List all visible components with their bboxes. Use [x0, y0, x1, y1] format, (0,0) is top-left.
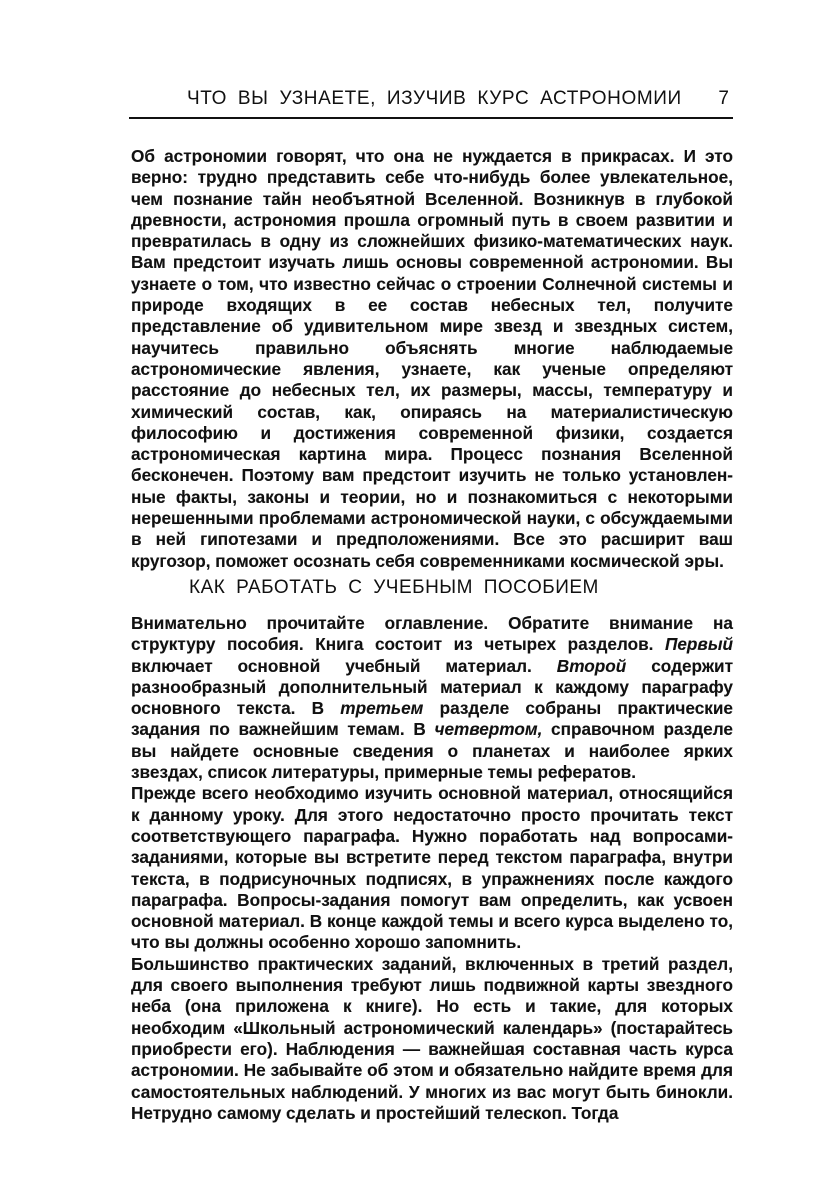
page-number: 7 — [718, 88, 729, 109]
running-title: ЧТО ВЫ УЗНАЕТЕ, ИЗУЧИВ КУРС АСТРОНОМИИ — [187, 88, 682, 109]
paragraph-structure — [131, 613, 733, 783]
paragraph-study: Прежде всего необходимо изучить основной материал, относящийся к данному уроку. Для этого недостаточно просто прочитать текст соответствующего параграфа. Нужно поработать над вопросами-заданиями, которые вы встретите перед текстом параграфа, внутри текста, в подрисуночных подписях, в упражнениях после каждого параграфа. Вопросы-задания помогут вам определить, как усвоен основной материал. В конце каждой темы и всего курса выделено то, что вы должны особенно хорошо запомнить. — [131, 783, 733, 953]
p1-text-b: включает основной учебный материал. — [131, 655, 557, 676]
paragraph-practice: Большинство практических заданий, включенных в третий раздел, для своего выполнения требуют лишь подвижной карты звездного неба (она приложена к книге). Но есть и такие, для которых необходим «Школьный астрономический календарь» (постарайтесь приобрести его). Наблюдения — важнейшая составная часть курса астрономии. Не забывайте об этом и обязательно найдите время для самостоятельных наблюдений. У многих из вас могут быть бинокли. Нетрудно самому сделать и простейший телескоп. Тогда — [131, 953, 733, 1123]
term-fourth: четвертом, — [434, 719, 543, 740]
p1-text-a: Внимательно прочитайте оглавление. Обратите внимание на структуру пособия. Книга состоит из четырех разделов. — [131, 613, 733, 655]
p1-text-d: разделе собраны практические задания по важнейшим темам. В — [131, 698, 733, 740]
term-first: Первый — [665, 634, 733, 655]
section-heading: КАК РАБОТАТЬ С УЧЕБНЫМ ПОСОБИЕМ — [189, 577, 599, 598]
running-header — [129, 86, 733, 116]
p1-text-e: справочном разделе вы найдете основные сведения о планетах и наиболее ярких звездах, список литературы, примерные темы рефератов. — [131, 719, 733, 783]
term-second: Второй — [556, 655, 627, 676]
p1-text-c: содержит разнообразный дополнительный материал к каждому параграфу основного текста. В — [131, 655, 733, 719]
intro-paragraph: Об астрономии говорят, что она не нуждается в прикрасах. И это верно: трудно представить себе что-нибудь более увлекательное, чем познание тайн необъятной Вселенной. Возникнув в глубокой древности, астрономия прошла огромный путь в своем развитии и превратилась в одну из сложнейших физико-математических наук. Вам предстоит изучать лишь основы современной астрономии. Вы узнаете о том, что известно сейчас о строении Солнечной системы и природе входящих в ее состав небесных тел, получите представление об удивительном мире звезд и звездных систем, научитесь правильно объяснять многие наблюдаемые астрономические явления, узнаете, как ученые определяют расстояние до небесных тел, их размеры, массы, температуру и химический состав, как, опираясь на материалистическую философию и достижения современной физики, создается астрономическая картина мира. Процесс познания Вселенной бесконечен. Поэтому вам предстоит изучить не только установленные факты, законы и теории, но и познакомиться с некоторыми нерешенными проблемами астрономической науки, с обсуждаемыми в ней гипотезами и предположениями. Все это расширит ваш кругозор, поможет осознать себя современниками космической эры. — [131, 146, 733, 571]
intro-block — [131, 146, 733, 572]
term-third: третьем — [340, 698, 424, 719]
section-body — [131, 613, 733, 1124]
header-rule — [129, 117, 733, 119]
